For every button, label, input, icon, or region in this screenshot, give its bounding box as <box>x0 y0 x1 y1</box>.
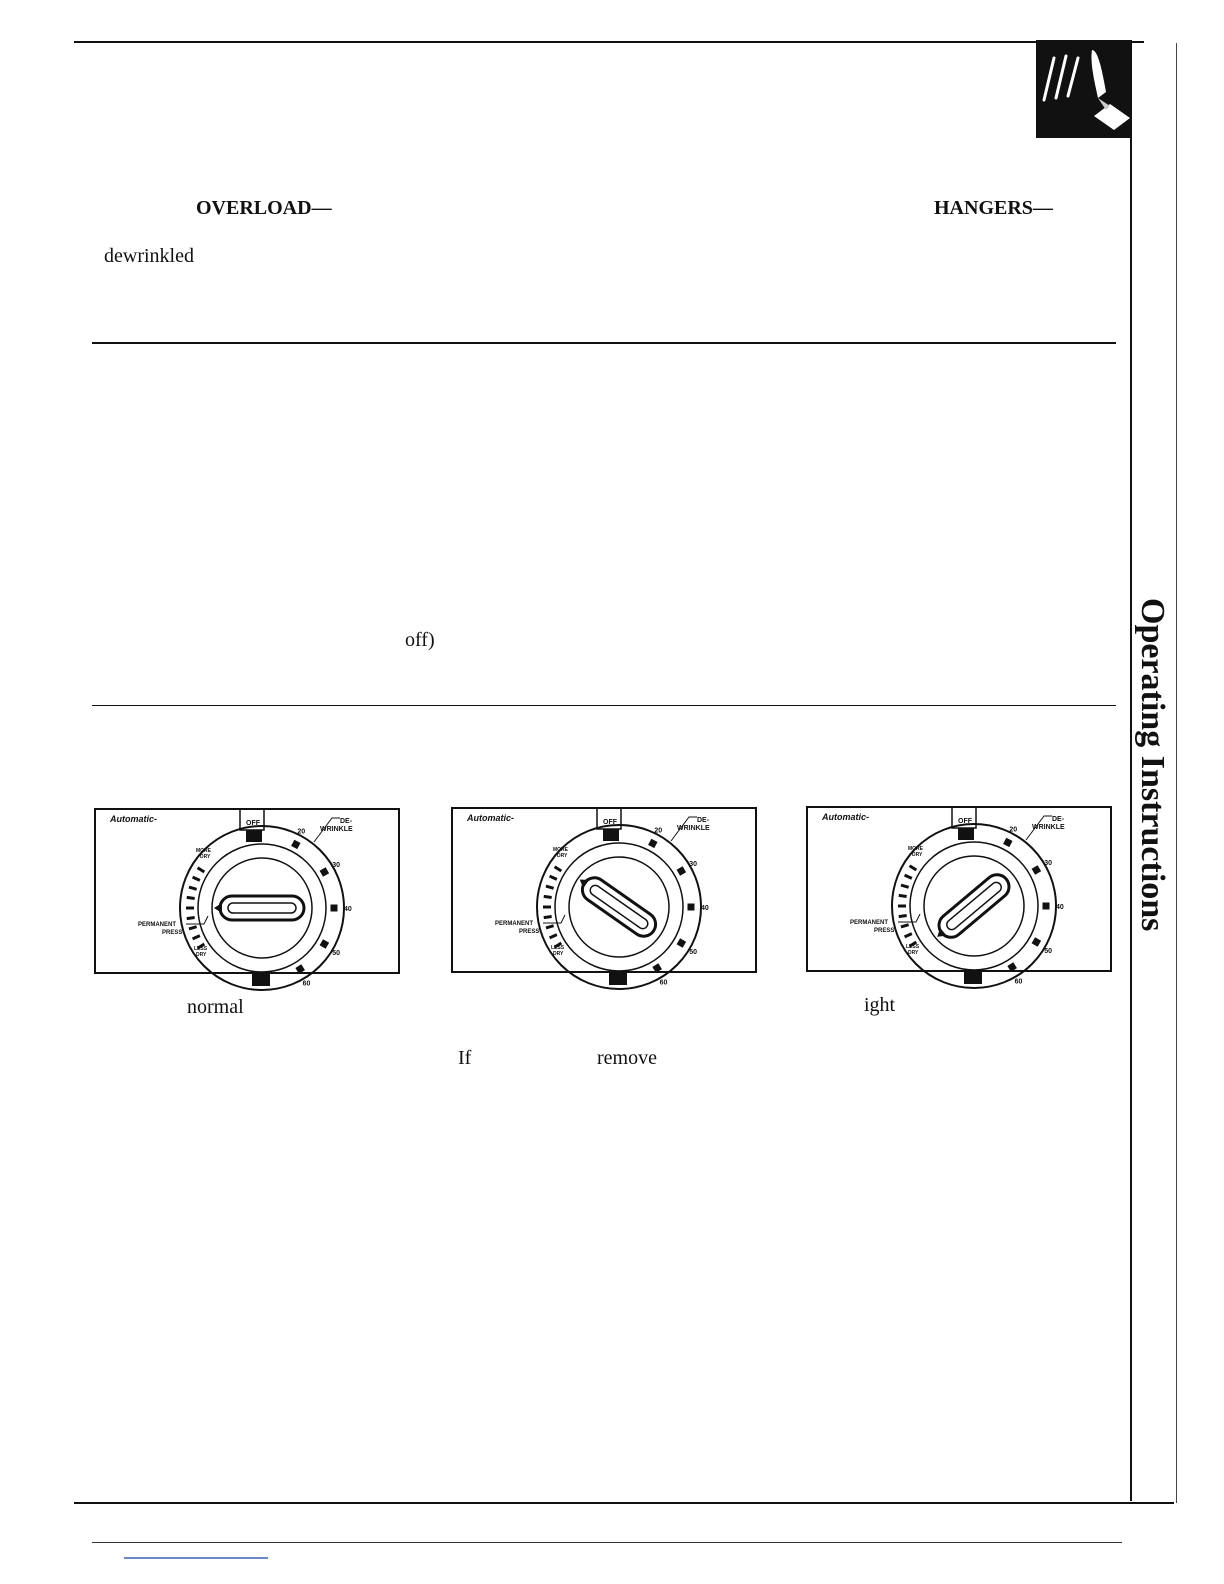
dial-tick-label: 60 <box>659 979 668 987</box>
dial-more-label: DRY <box>912 852 923 858</box>
dial-more-label: MORE <box>196 848 211 854</box>
dial-svg-3 <box>806 806 1112 986</box>
dial-dewrinkle-label: DE- <box>697 817 710 824</box>
dial-auto-dash <box>187 917 195 918</box>
dial-tick-label: 60 <box>1014 978 1023 986</box>
dial-time-marker <box>1043 903 1050 910</box>
dial-dewrinkle-label: DE- <box>340 818 353 825</box>
section-divider-2 <box>92 705 1116 706</box>
dial-tick-label: 40 <box>701 905 709 912</box>
dial-dewrinkle-label: DE- <box>1052 816 1065 823</box>
dial-tick-label: 50 <box>689 949 698 956</box>
bottom-rule <box>74 1502 1174 1504</box>
dial-tick-label: 20 <box>297 828 306 836</box>
dial-brand-label: Automatic- <box>467 813 514 823</box>
dial-auto-dash <box>546 886 554 888</box>
caption-ight-word: ight <box>864 994 896 1016</box>
dial-press-label: PRESS <box>519 929 540 935</box>
dial-press-label: PRESS <box>162 930 183 936</box>
dial-auto-dash <box>899 915 907 916</box>
dial-dewrinkle-label: WRINKLE <box>1032 824 1065 831</box>
dial-svg-1 <box>94 808 400 988</box>
overload-label: OVERLOAD— <box>196 197 332 219</box>
dial-off-marker-bottom <box>252 974 270 986</box>
dial-dewrinkle-label: WRINKLE <box>677 825 710 832</box>
dial-more-label: MORE <box>553 847 568 853</box>
off-word: off) <box>405 629 435 651</box>
caption-normal-word: normal <box>187 996 244 1018</box>
dial-permanent-label: PERMANENT <box>850 920 889 926</box>
dial-tick-label: 30 <box>1044 860 1053 867</box>
dial-tick-label: 60 <box>302 980 311 988</box>
dial-auto-dash <box>187 897 195 898</box>
dial-brand-label: Automatic- <box>110 814 157 824</box>
dial-off-label: OFF <box>246 820 260 827</box>
dial-tick-label: 20 <box>1009 826 1018 834</box>
dial-less-label: LESS <box>194 946 208 952</box>
dial-auto-dash <box>899 895 907 896</box>
hand-pressing-button-icon <box>1036 40 1132 138</box>
top-rule <box>74 41 1144 43</box>
dial-off-label: OFF <box>603 819 617 826</box>
dial-panel-light <box>806 806 1112 986</box>
hangers-label: HANGERS— <box>934 197 1053 219</box>
dial-auto-dash <box>901 925 909 927</box>
dial-tick-label: 40 <box>1056 904 1064 911</box>
dial-tick-label: 30 <box>332 862 341 869</box>
footer-rule <box>92 1542 1122 1543</box>
dial-auto-dash <box>544 916 552 917</box>
outer-right-rule <box>1176 43 1177 1503</box>
dial-off-marker-bottom <box>964 972 982 984</box>
dial-permanent-label: PERMANENT <box>495 921 534 927</box>
dial-off-label: OFF <box>958 818 972 825</box>
dial-more-label: DRY <box>200 854 211 860</box>
dial-time-marker <box>688 904 695 911</box>
dial-permanent-label: PERMANENT <box>138 922 177 928</box>
dial-time-marker <box>331 905 338 912</box>
side-section-title: Operating Instructions <box>1134 598 1171 932</box>
dial-more-label: DRY <box>557 853 568 859</box>
dial-brand-label: Automatic- <box>822 812 869 822</box>
footer-link-underline <box>124 1557 268 1559</box>
dial-off-marker-top <box>603 829 619 841</box>
dial-off-marker-top <box>246 830 262 842</box>
dial-tick-label: 50 <box>1044 948 1053 955</box>
caption-remove-word: remove <box>597 1047 657 1069</box>
dial-knob <box>214 896 304 920</box>
dial-less-label: DRY <box>553 951 564 957</box>
dial-auto-dash <box>189 887 197 889</box>
dial-svg-2 <box>451 807 757 987</box>
dial-less-label: DRY <box>196 952 207 958</box>
dial-dewrinkle-label: WRINKLE <box>320 826 353 833</box>
dial-auto-dash <box>901 885 909 887</box>
dial-panel-normal <box>94 808 400 988</box>
dial-tick-label: 50 <box>332 950 341 957</box>
dial-less-label: LESS <box>551 945 565 951</box>
dial-auto-dash <box>189 927 197 929</box>
dial-less-label: DRY <box>908 950 919 956</box>
dial-less-label: LESS <box>906 944 920 950</box>
dial-auto-dash <box>544 896 552 897</box>
dial-panel-middle <box>451 807 757 987</box>
dial-tick-label: 30 <box>689 861 698 868</box>
dial-tick-label: 20 <box>654 827 663 835</box>
dial-knob-body <box>220 896 304 920</box>
dial-off-marker-bottom <box>609 973 627 985</box>
dial-auto-dash <box>546 926 554 928</box>
section-divider-1 <box>92 342 1116 344</box>
dewrinkled-word: dewrinkled <box>104 245 194 267</box>
dial-press-label: PRESS <box>874 928 895 934</box>
caption-if-word: If <box>458 1047 472 1069</box>
dial-more-label: MORE <box>908 846 923 852</box>
dial-off-marker-top <box>958 828 974 840</box>
dial-tick-label: 40 <box>344 906 352 913</box>
